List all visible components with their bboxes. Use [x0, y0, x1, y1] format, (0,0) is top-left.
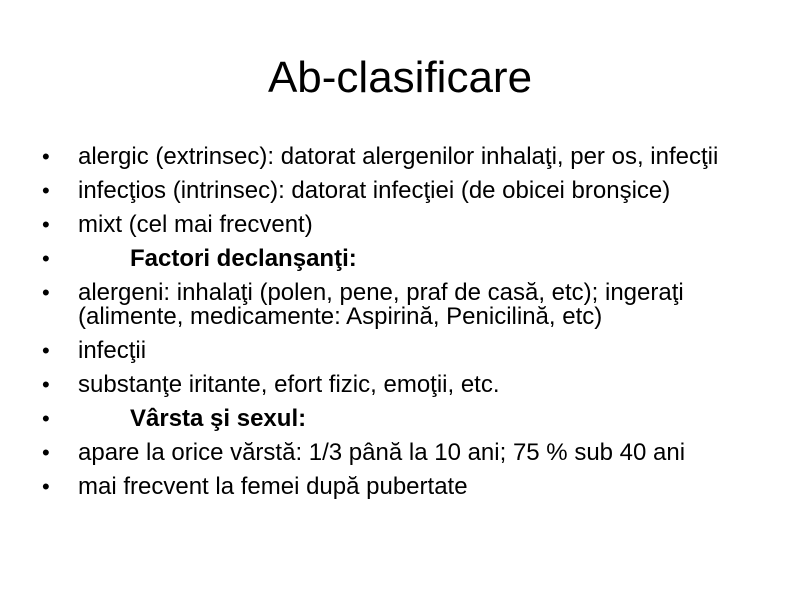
bullet-icon: • — [42, 144, 50, 169]
bullet-icon: • — [42, 440, 50, 465]
list-item — [40, 339, 760, 363]
section-heading-text: Vârsta şi sexul: — [130, 405, 307, 432]
bullet-icon: • — [42, 246, 50, 271]
section-heading — [40, 247, 760, 271]
bullet-icon: • — [42, 338, 50, 363]
list-item-text: infecţios (intrinsec): datorat infecţiei (de obicei bronşice) — [78, 177, 671, 204]
list-item-text: infecţii — [78, 337, 147, 364]
list-item — [40, 281, 760, 329]
list-item-text: mai frecvent la femei după pubertate — [78, 473, 468, 500]
list-item — [40, 145, 760, 169]
list-item-text: mixt (cel mai frecvent) — [78, 211, 313, 238]
section-heading-text: Factori declanşanţi: — [130, 245, 357, 272]
bullet-icon: • — [42, 178, 50, 203]
bullet-icon: • — [42, 372, 50, 397]
list-item-text: apare la orice vărstă: 1/3 până la 10 ani; 75 % sub 40 ani — [78, 439, 686, 466]
section-heading — [40, 407, 760, 431]
bullet-icon: • — [42, 212, 50, 237]
list-item-text: alergeni: inhalaţi (polen, pene, praf de casă, etc); ingeraţi (alimente, medicamente: Aspirină, Penicilină, etc) — [78, 279, 684, 330]
list-item — [40, 213, 760, 237]
bullet-icon: • — [42, 474, 50, 499]
list-item-text: substanţe iritante, efort fizic, emoţii, etc. — [78, 371, 500, 398]
slide-title: Ab-clasificare — [267, 53, 533, 102]
bullet-list — [40, 145, 760, 509]
list-item-text: alergic (extrinsec): datorat alergenilor inhalaţi, per os, infecţii — [78, 143, 719, 170]
bullet-icon: • — [42, 280, 50, 305]
list-item — [40, 179, 760, 203]
list-item — [40, 441, 760, 465]
bullet-icon: • — [42, 406, 50, 431]
list-item — [40, 475, 760, 499]
list-item — [40, 373, 760, 397]
